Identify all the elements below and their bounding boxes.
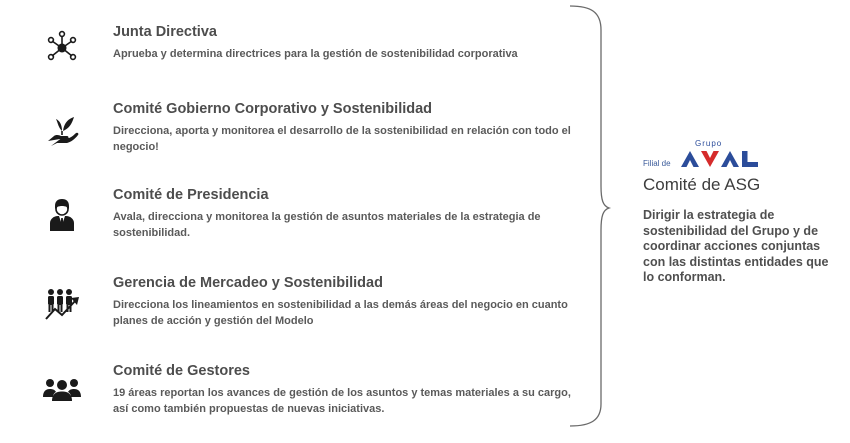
body-description: Aprueba y determina directrices para la gestión de sostenibilidad corporativa bbox=[113, 48, 518, 60]
team-growth-icon bbox=[40, 285, 84, 325]
body-description: Avala, direcciona y monitorea la gestión de asuntos materiales de la estrategia de sostenibilidad. bbox=[113, 211, 541, 239]
committee-description: Dirigir la estrategia de sostenibilidad del Grupo y de coordinar acciones conjuntas con las distintas entidades que lo conforman. bbox=[643, 208, 829, 284]
grupo-aval-logo bbox=[643, 139, 843, 199]
governance-row-comite-gestores bbox=[0, 363, 580, 423]
logo-filial-label: Filial de bbox=[643, 159, 671, 168]
aval-wordmark bbox=[679, 148, 779, 168]
svg-text:AVAL: AVAL bbox=[759, 168, 762, 169]
grouping-brace bbox=[565, 0, 615, 443]
governance-row-comite-gobierno bbox=[0, 101, 580, 161]
body-title: Gerencia de Mercadeo y Sostenibilidad bbox=[113, 275, 383, 291]
hand-plant-icon bbox=[40, 111, 84, 151]
body-description: Direcciona, aporta y monitorea el desarrollo de la sostenibilidad en relación con todo el negocio! bbox=[113, 125, 571, 153]
body-description: 19 áreas reportan los avances de gestión de los asuntos y temas materiales a su cargo, así como también propuestas de nuevas iniciativas. bbox=[113, 387, 571, 415]
body-title: Comité de Gestores bbox=[113, 363, 250, 379]
committee-title: Comité de ASG bbox=[643, 175, 761, 194]
executive-icon bbox=[40, 195, 84, 235]
group-icon bbox=[40, 370, 84, 410]
body-description: Direcciona los lineamientos en sostenibilidad a las demás áreas del negocio en cuanto planes de acción y gestión del Modelo bbox=[113, 299, 568, 327]
body-title: Junta Directiva bbox=[113, 24, 217, 40]
governance-row-junta-directiva bbox=[0, 24, 580, 84]
body-title: Comité Gobierno Corporativo y Sostenibilidad bbox=[113, 101, 433, 117]
governance-row-gerencia-mercadeo bbox=[0, 275, 580, 335]
governance-row-comite-presidencia bbox=[0, 187, 580, 247]
body-title: Comité de Presidencia bbox=[113, 187, 269, 203]
network-icon bbox=[40, 28, 84, 68]
logo-grupo-label: Grupo bbox=[695, 139, 723, 148]
